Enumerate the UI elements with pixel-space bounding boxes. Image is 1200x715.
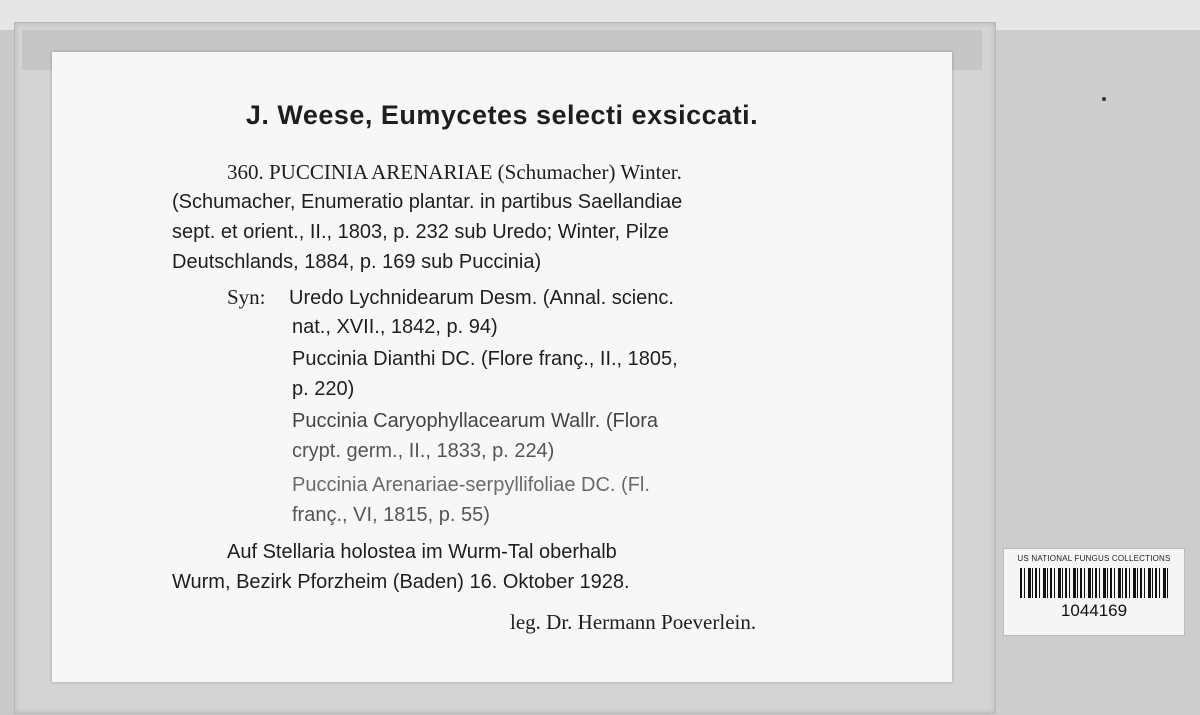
synonym-line-4: p. 220) [292, 378, 355, 400]
barcode-tag [1003, 548, 1185, 636]
dust-speck [1102, 97, 1106, 101]
species-header: 360. PUCCINIA ARENARIAE (Schumacher) Winter. [227, 160, 682, 184]
locality-line-1: Auf Stellaria holostea im Wurm-Tal oberhalb [227, 541, 617, 563]
barcode-header: US NATIONAL FUNGUS COLLECTIONS [1017, 554, 1171, 563]
locality-line-2: Wurm, Bezirk Pforzheim (Baden) 16. Oktober 1928. [172, 571, 630, 593]
barcode-number: 1044169 [1060, 601, 1128, 620]
synonym-line-1 [227, 285, 674, 310]
reference-line-1: (Schumacher, Enumeratio plantar. in partibus Saellandiae [172, 191, 683, 213]
reference-line-2: sept. et orient., II., 1803, p. 232 sub Uredo; Winter, Pilze [172, 221, 669, 243]
synonyms-label: Syn: [227, 285, 266, 309]
synonym-line-8: franç., VI, 1815, p. 55) [292, 504, 490, 526]
collector-line: leg. Dr. Hermann Poeverlein. [510, 610, 757, 634]
synonym-line-5: Puccinia Caryophyllacearum Wallr. (Flora [292, 410, 659, 432]
synonym-line-2: nat., XVII., 1842, p. 94) [292, 316, 498, 338]
specimen-label [52, 52, 952, 682]
synonym-line-6: crypt. germ., II., 1833, p. 224) [292, 440, 555, 462]
synonym-line-7: Puccinia Arenariae-serpyllifoliae DC. (Fl. [292, 474, 650, 496]
synonym-text-1: Uredo Lychnidearum Desm. (Annal. scienc. [289, 287, 674, 309]
reference-line-3: Deutschlands, 1884, p. 169 sub Puccinia) [172, 251, 542, 273]
barcode-bars [1020, 568, 1170, 598]
label-title: J. Weese, Eumycetes selecti exsiccati. [245, 100, 759, 130]
synonym-line-3: Puccinia Dianthi DC. (Flore franç., II., 1805, [292, 348, 678, 370]
